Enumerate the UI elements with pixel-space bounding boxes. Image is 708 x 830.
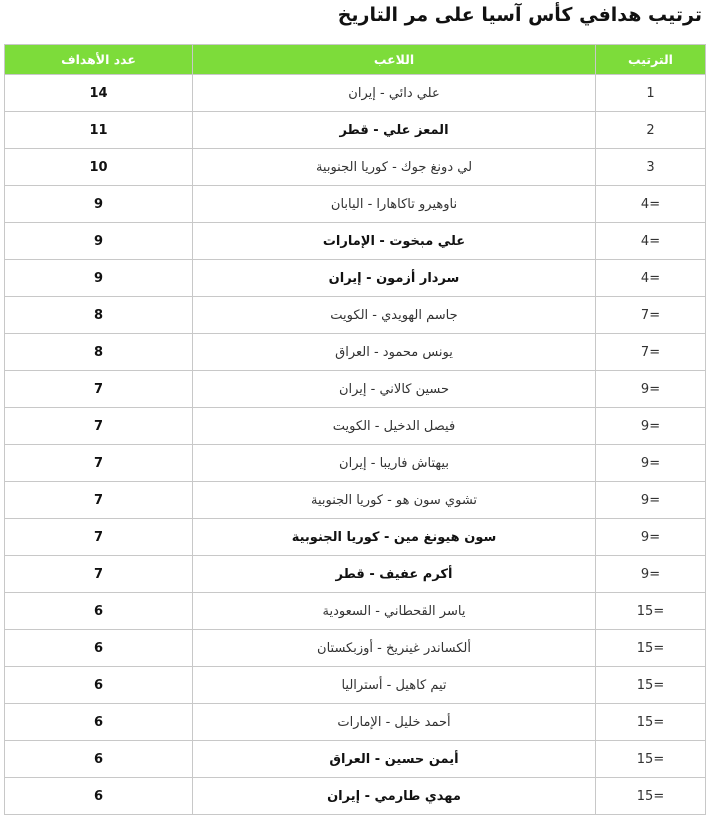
player-cell: تشوي سون هو - كوريا الجنوبية (193, 482, 596, 519)
table-row (5, 704, 706, 741)
goals-cell: 9 (5, 186, 193, 223)
rank-cell: =15 (596, 704, 706, 741)
goals-cell: 6 (5, 630, 193, 667)
player-cell: علي مبخوت - الإمارات (193, 223, 596, 260)
header-player: اللاعب (193, 45, 596, 75)
player-cell: سون هيونغ مين - كوريا الجنوبية (193, 519, 596, 556)
page-title: ترتيب هدافي كأس آسيا على مر التاريخ (337, 4, 702, 26)
table-row (5, 482, 706, 519)
goals-cell: 7 (5, 519, 193, 556)
table-row (5, 112, 706, 149)
player-cell: لي دونغ جوك - كوريا الجنوبية (193, 149, 596, 186)
player-cell: جاسم الهويدي - الكويت (193, 297, 596, 334)
table-row (5, 334, 706, 371)
goals-cell: 6 (5, 778, 193, 815)
goals-cell: 6 (5, 741, 193, 778)
table-row (5, 593, 706, 630)
rank-cell: =9 (596, 482, 706, 519)
player-cell: بيهتاش فاريبا - إيران (193, 445, 596, 482)
table-row (5, 297, 706, 334)
table-row (5, 75, 706, 112)
rank-cell: =9 (596, 519, 706, 556)
goals-cell: 7 (5, 556, 193, 593)
rank-cell: =4 (596, 260, 706, 297)
rank-cell: 3 (596, 149, 706, 186)
rank-cell: =7 (596, 334, 706, 371)
goals-cell: 6 (5, 667, 193, 704)
goals-cell: 10 (5, 149, 193, 186)
goals-cell: 8 (5, 297, 193, 334)
rank-cell: =9 (596, 445, 706, 482)
goals-cell: 14 (5, 75, 193, 112)
table-row (5, 445, 706, 482)
player-cell: أحمد خليل - الإمارات (193, 704, 596, 741)
table-row (5, 149, 706, 186)
header-rank: الترتيب (596, 45, 706, 75)
player-cell: أيمن حسين - العراق (193, 741, 596, 778)
player-cell: حسين كالاني - إيران (193, 371, 596, 408)
table-row (5, 778, 706, 815)
table-row (5, 371, 706, 408)
rank-cell: 1 (596, 75, 706, 112)
rank-cell: =15 (596, 667, 706, 704)
rank-cell: =9 (596, 556, 706, 593)
player-cell: علي دائي - إيران (193, 75, 596, 112)
goals-cell: 8 (5, 334, 193, 371)
goals-cell: 7 (5, 408, 193, 445)
player-cell: يونس محمود - العراق (193, 334, 596, 371)
goals-cell: 7 (5, 445, 193, 482)
table-row (5, 223, 706, 260)
player-cell: تيم كاهيل - أستراليا (193, 667, 596, 704)
table-row (5, 260, 706, 297)
rank-cell: =9 (596, 408, 706, 445)
rank-cell: =7 (596, 297, 706, 334)
table-row (5, 630, 706, 667)
player-cell: مهدي طارمي - إيران (193, 778, 596, 815)
table-header-row (5, 45, 706, 75)
table-row (5, 667, 706, 704)
player-cell: ياسر القحطاني - السعودية (193, 593, 596, 630)
player-cell: فيصل الدخيل - الكويت (193, 408, 596, 445)
goals-cell: 7 (5, 371, 193, 408)
goals-cell: 9 (5, 223, 193, 260)
player-cell: ناوهيرو تاكاهارا - اليابان (193, 186, 596, 223)
rank-cell: =15 (596, 778, 706, 815)
rank-cell: =15 (596, 741, 706, 778)
table-row (5, 556, 706, 593)
rank-cell: =9 (596, 371, 706, 408)
table-row (5, 186, 706, 223)
table-row (5, 519, 706, 556)
goals-cell: 6 (5, 593, 193, 630)
rank-cell: =15 (596, 630, 706, 667)
goals-cell: 11 (5, 112, 193, 149)
rank-cell: =4 (596, 186, 706, 223)
player-cell: أكرم عفيف - قطر (193, 556, 596, 593)
table-row (5, 408, 706, 445)
player-cell: المعز علي - قطر (193, 112, 596, 149)
rank-cell: 2 (596, 112, 706, 149)
goals-cell: 6 (5, 704, 193, 741)
player-cell: ألكساندر غينريخ - أوزبكستان (193, 630, 596, 667)
rank-cell: =15 (596, 593, 706, 630)
table-row (5, 741, 706, 778)
goals-cell: 7 (5, 482, 193, 519)
top-scorers-table (4, 44, 706, 815)
player-cell: سردار أزمون - إيران (193, 260, 596, 297)
rank-cell: =4 (596, 223, 706, 260)
header-goals: عدد الأهداف (5, 45, 193, 75)
goals-cell: 9 (5, 260, 193, 297)
table-body (5, 75, 706, 815)
